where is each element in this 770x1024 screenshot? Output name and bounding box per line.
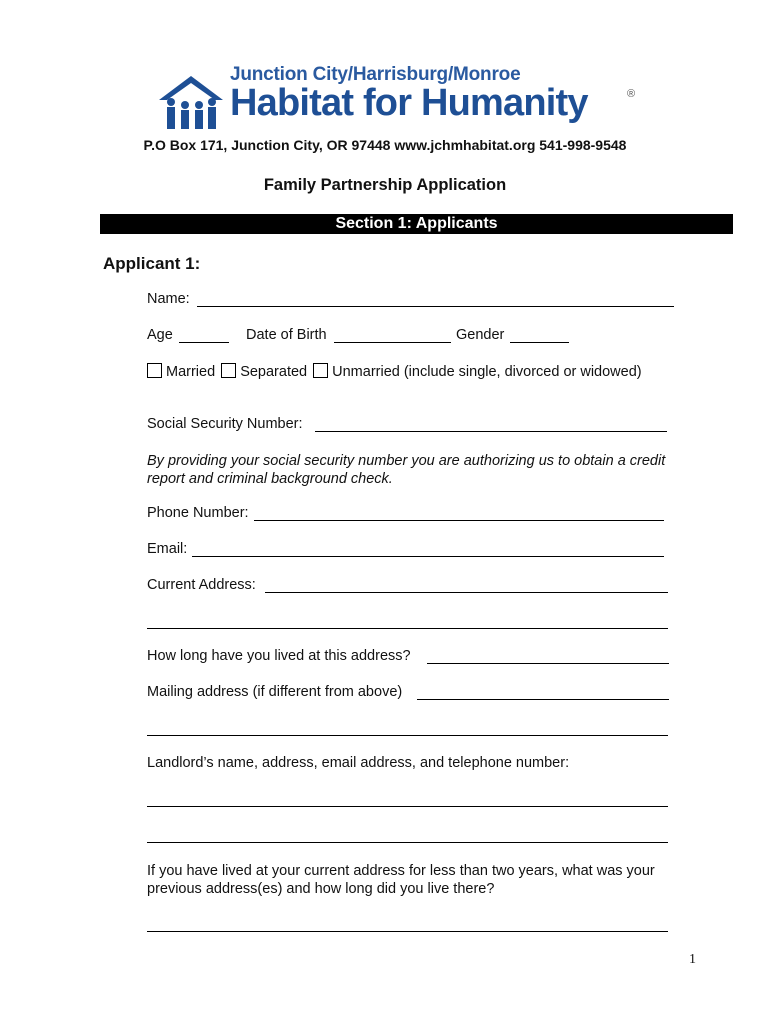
address-label: Current Address: — [147, 577, 256, 593]
previous-address-field[interactable] — [147, 931, 668, 932]
unmarried-label: Unmarried (include single, divorced or widowed) — [332, 364, 642, 380]
email-label: Email: — [147, 541, 188, 557]
logo-title: Habitat for Humanity — [230, 82, 588, 124]
age-label: Age — [147, 327, 173, 343]
contact-info: P.O Box 171, Junction City, OR 97448 www.jchmhabitat.org 541-998-9548 — [143, 137, 627, 153]
mailing-label: Mailing address (if different from above) — [147, 684, 403, 700]
mailing-field[interactable] — [417, 699, 669, 700]
section-header: Section 1: Applicants — [100, 214, 733, 234]
email-field[interactable] — [192, 556, 664, 557]
age-field[interactable] — [179, 342, 229, 343]
page-number: 1 — [689, 952, 696, 967]
dob-label: Date of Birth — [246, 327, 327, 343]
ssn-field[interactable] — [315, 431, 667, 432]
how-long-field[interactable] — [427, 663, 669, 664]
married-checkbox[interactable] — [147, 363, 162, 378]
ssn-authorization-note: By providing your social security number you are authorizing us to obtain a credit report and criminal background check. — [147, 453, 666, 487]
registered-mark: ® — [627, 88, 636, 100]
phone-field[interactable] — [254, 520, 664, 521]
habitat-logo — [155, 62, 645, 142]
landlord-label: Landlord’s name, address, email address, and telephone number: — [147, 755, 570, 771]
name-label: Name: — [147, 291, 190, 307]
dob-field[interactable] — [334, 342, 451, 343]
form-title: Family Partnership Application — [263, 176, 507, 194]
how-long-label: How long have you lived at this address? — [147, 648, 411, 664]
applicant-heading: Applicant 1: — [103, 254, 201, 273]
separated-checkbox[interactable] — [221, 363, 236, 378]
landlord-field-line-1[interactable] — [147, 806, 668, 807]
gender-field[interactable] — [510, 342, 569, 343]
phone-label: Phone Number: — [147, 505, 249, 521]
married-label: Married — [166, 364, 216, 380]
landlord-field-line-2[interactable] — [147, 842, 668, 843]
marital-status-row — [147, 363, 642, 380]
previous-address-label: If you have lived at your current address for less than two years, what was your previous address(es) and how long did you live there? — [147, 863, 655, 897]
address-field-line-2[interactable] — [147, 628, 668, 629]
mailing-field-line-2[interactable] — [147, 735, 668, 736]
address-field[interactable] — [265, 592, 668, 593]
unmarried-checkbox[interactable] — [313, 363, 328, 378]
house-people-icon — [155, 72, 227, 134]
name-field[interactable] — [197, 306, 674, 307]
gender-label: Gender — [456, 327, 505, 343]
ssn-label: Social Security Number: — [147, 416, 303, 432]
separated-label: Separated — [240, 364, 308, 380]
logo-subtitle: Junction City/Harrisburg/Monroe — [230, 64, 521, 85]
